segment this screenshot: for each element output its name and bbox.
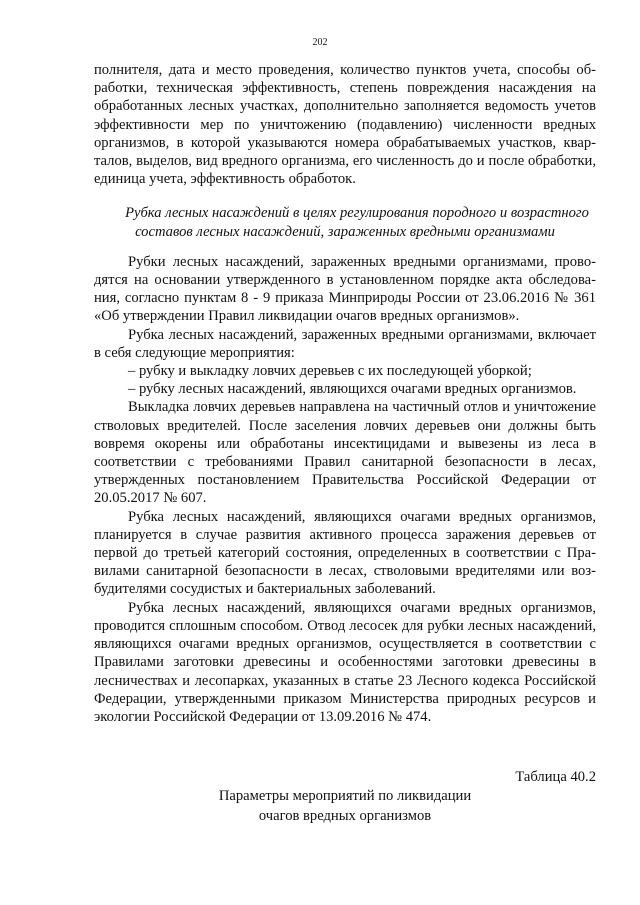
table-caption: Таблица 40.2 (515, 769, 596, 786)
paragraph-2: Рубка лесных насаждений, зараженных вредными организмами, включает в себя следующие мероприятия: (94, 326, 596, 361)
paragraph-4: Рубка лесных насаждений, являющихся очагами вредных организмов, планируется в случае развития активного процесса заражения деревьев от первой до третьей категорий состояния, определенных в соответствии с Правилами санитарной безопасности в лесах, стволовыми вредителями или возбудителями сосудистых и бактериальных заболеваний. (94, 508, 596, 598)
list-item-1: – рубку и выкладку ловчих деревьев с их последующей уборкой; (128, 363, 532, 380)
intro-paragraph: полнителя, дата и место проведения, количество пунктов учета, способы обработки, техническая эффективность, степень повреждения насаждения на обработанных лесных участках, дополнительно заполняется ведомость учетов эффективности мер по уничтожению (подавлению) численности вредных организмов, в которой указываются номера обрабатываемых участков, кварталов, выделов, вид вредного организма, его численность до и после обработки, единица учета, эффективность обработок. (94, 62, 596, 188)
page-number: 202 (312, 37, 328, 48)
table-title-line-2: очагов вредных организмов (258, 807, 432, 824)
paragraph-5: Рубка лесных насаждений, являющихся очагами вредных организмов, проводится сплошным способом. Отвод лесосек для рубки лесных насаждений, являющихся очагами вредных организмов, осуществляется в соответствии с Правилами заготовки древесины и особенностями заготовки древесины в лесничествах и лесопарках, указанных в статье 23 Лесного кодекса Российской Федерации, утвержденными приказом Министерства природных ресурсов и экологии Российской Федерации от 13.09.2016 № 474. (94, 599, 596, 725)
paragraph-3: Выкладка ловчих деревьев направлена на частичный отлов и уничтожение стволовых вредителей. После заселения ловчих деревьев они должны быть вовремя окорены или обработаны инсектицидами и вывезены из леса в соответствии с требованиями Правил санитарной безопасности в лесах, утвержденных постановлением Правительства Российской Федерации от 20.05.2017 № 607. (94, 399, 596, 507)
document-body (94, 61, 596, 825)
list-item-2: – рубку лесных насаждений, являющихся очагами вредных организмов. (128, 381, 577, 398)
table-title-line-1: Параметры мероприятий по ликвидации (218, 788, 472, 805)
paragraph-1: Рубки лесных насаждений, зараженных вредными организмами, проводятся на основании утвержденного в установленном порядке акта обследования, согласно пунктам 8 - 9 приказа Минприроды России от 23.06.2016 № 361 «Об утверждении Правил ликвидации очагов вредных организмов». (94, 253, 596, 325)
section-heading: Рубка лесных насаждений в целях регулирования породного и возрастного составов лесных насаждений, зараженных вредными организмами (125, 205, 589, 240)
